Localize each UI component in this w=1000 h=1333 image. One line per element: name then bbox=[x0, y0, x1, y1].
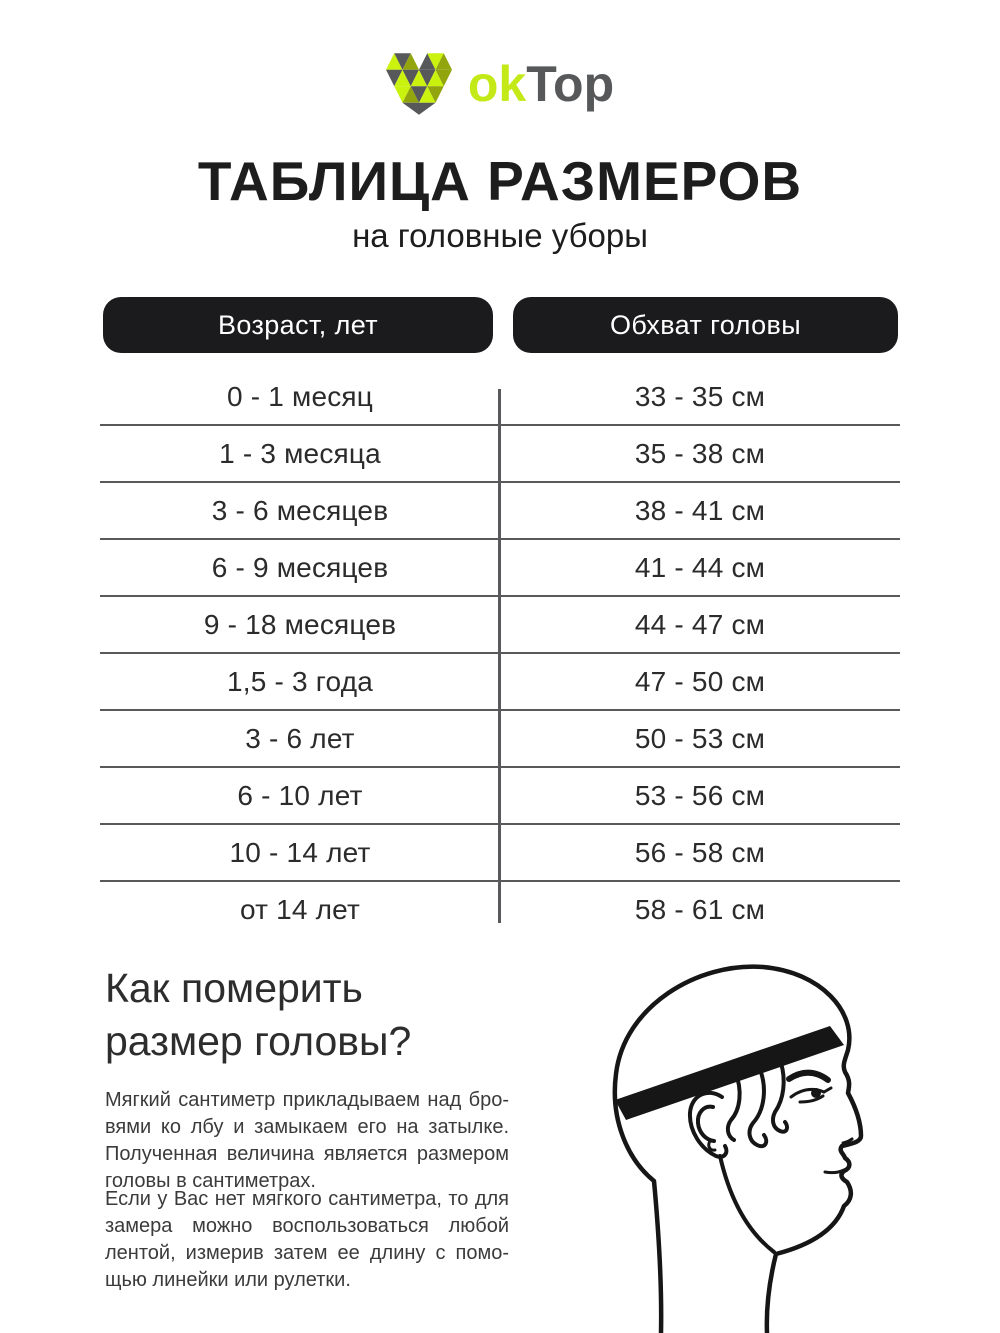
head-profile-measuring-band-illustration bbox=[560, 950, 960, 1333]
text-line: Если у Вас нет мягкого сантиметра, то для bbox=[105, 1188, 509, 1210]
head-circumference-cell: 35 - 38 см bbox=[634, 437, 766, 469]
head-circumference-cell: 47 - 50 см bbox=[634, 665, 766, 697]
head-circumference-cell: 50 - 53 см bbox=[634, 722, 766, 754]
size-table bbox=[100, 369, 900, 937]
page-title: ТАБЛИЦА РАЗМЕРОВ bbox=[197, 150, 803, 212]
text-line: Мягкий сантиметр прикладываем над бро- bbox=[105, 1089, 509, 1111]
age-cell: 10 - 14 лет bbox=[229, 836, 371, 868]
age-cell: 3 - 6 лет bbox=[245, 722, 355, 754]
logo-text-ok: ok bbox=[467, 56, 527, 112]
head-circumference-cell: 53 - 56 см bbox=[634, 779, 766, 811]
age-cell: 9 - 18 месяцев bbox=[203, 608, 397, 640]
how-to-paragraph-2 bbox=[105, 1186, 509, 1294]
how-to-paragraph-1 bbox=[105, 1087, 509, 1195]
page-subtitle: на головные уборы bbox=[352, 217, 648, 254]
head-circumference-cell: 58 - 61 см bbox=[634, 893, 766, 925]
text-line: лентой, измерив затем ее длину с помо- bbox=[105, 1242, 509, 1264]
text-line: Полученная величина является размером bbox=[105, 1143, 509, 1165]
age-cell: 1,5 - 3 года bbox=[226, 665, 374, 697]
how-to-heading bbox=[105, 962, 525, 1068]
age-cell: 1 - 3 месяца bbox=[219, 437, 381, 469]
head-circumference-cell: 41 - 44 см bbox=[634, 551, 766, 583]
head-circumference-cell: 44 - 47 см bbox=[634, 608, 766, 640]
table-vertical-divider bbox=[498, 389, 501, 923]
age-cell: от 14 лет bbox=[239, 893, 361, 925]
age-cell: 3 - 6 месяцев bbox=[211, 494, 389, 526]
head-circumference-cell: 33 - 35 см bbox=[634, 380, 766, 412]
age-cell: 6 - 10 лет bbox=[237, 779, 363, 811]
head-circumference-cell: 38 - 41 см bbox=[634, 494, 766, 526]
text-line: вями ко лбу и замыкаем его на затылке. bbox=[105, 1116, 509, 1138]
logo-text-top: Top bbox=[526, 56, 615, 112]
age-cell: 6 - 9 месяцев bbox=[211, 551, 389, 583]
text-line: замера можно воспользоваться любой bbox=[105, 1215, 509, 1237]
text-line: щью линейки или рулетки. bbox=[105, 1269, 351, 1291]
head-circumference-cell: 56 - 58 см bbox=[634, 836, 766, 868]
age-cell: 0 - 1 месяц bbox=[226, 380, 374, 412]
column-header-head-circumference: Обхват головы bbox=[513, 297, 898, 353]
text-line: головы в сантиметрах. bbox=[105, 1170, 316, 1192]
text-line: размер головы? bbox=[105, 1018, 412, 1064]
logo-wordmark bbox=[467, 56, 615, 112]
oktop-logo-icon bbox=[386, 53, 452, 115]
logo bbox=[0, 44, 1000, 124]
column-header-age: Возраст, лет bbox=[103, 297, 493, 353]
text-line: Как померить bbox=[105, 965, 363, 1011]
